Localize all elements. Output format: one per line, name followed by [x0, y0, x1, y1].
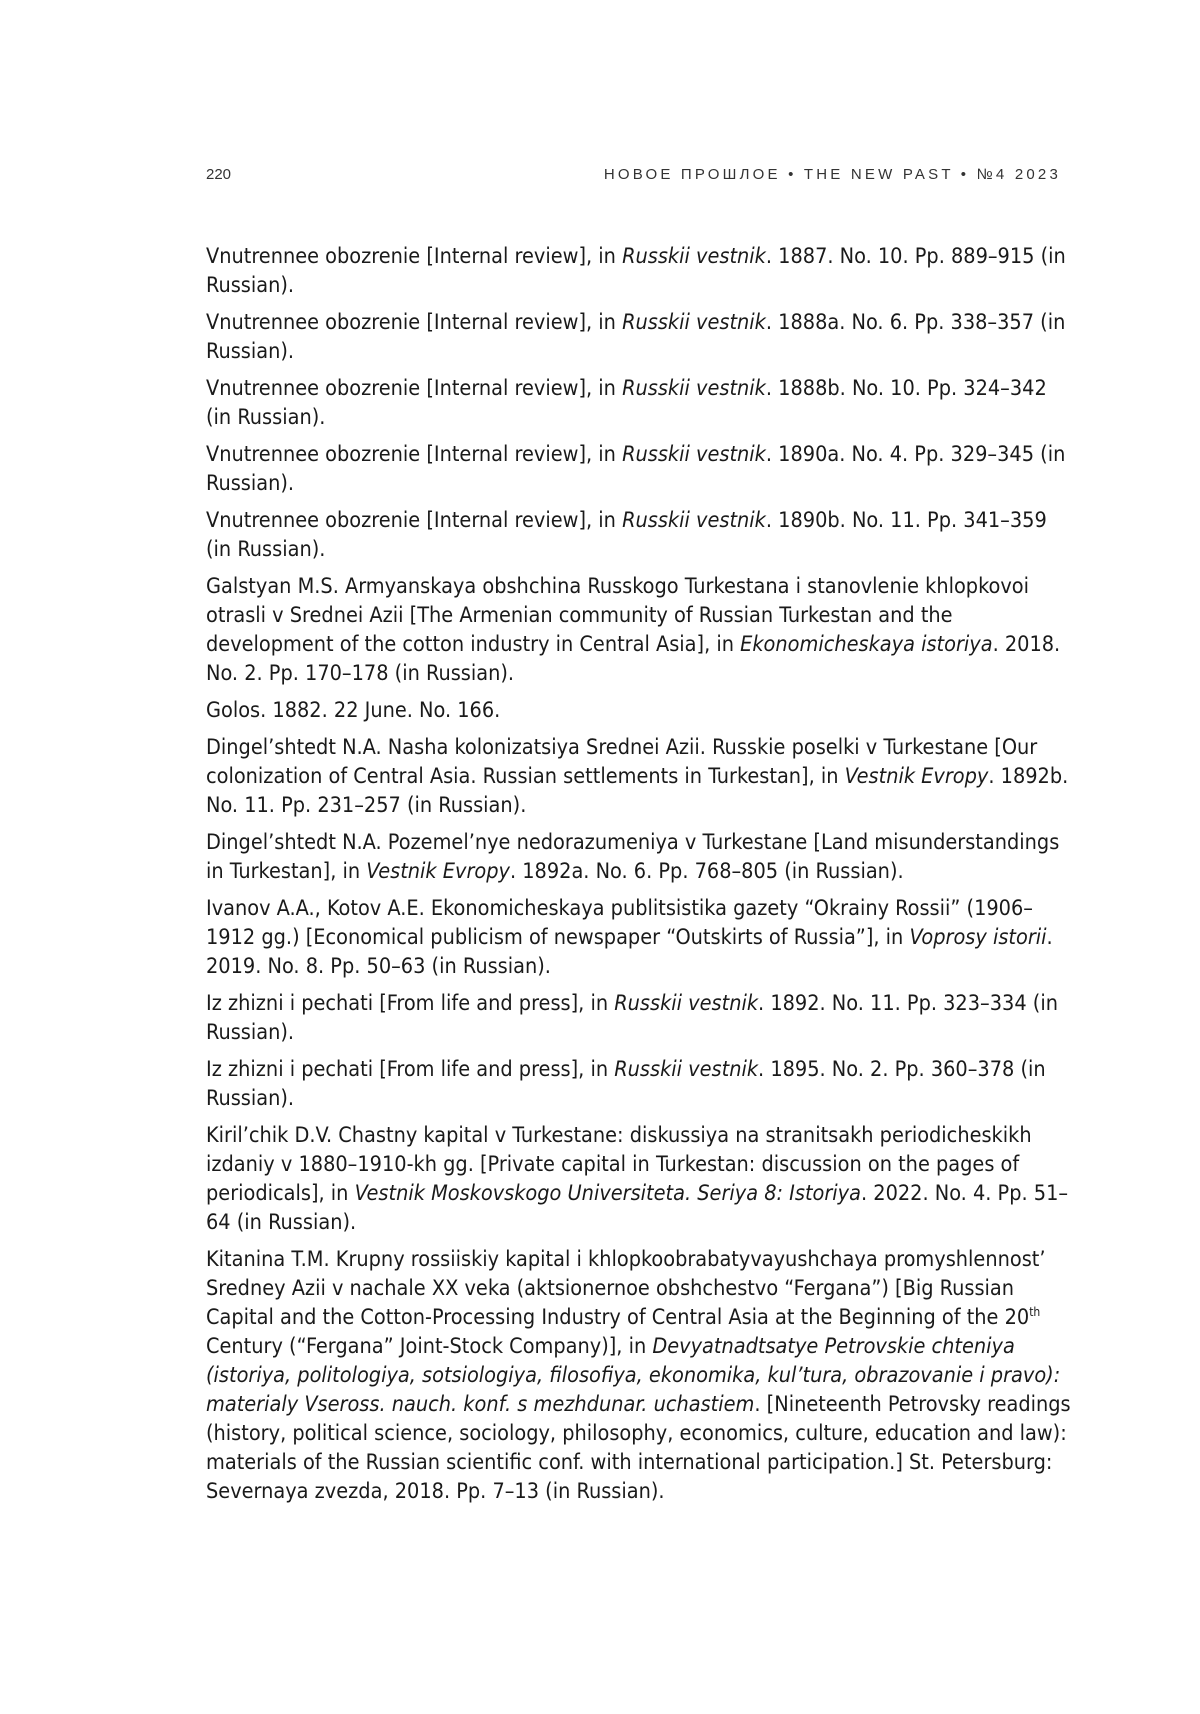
journal-title: НОВОЕ ПРОШЛОЕ • THE NEW PAST • №4 2023 — [604, 166, 1061, 183]
reference-entry: Kiril’chik D.V. Chastny kapital v Turkestane: diskussiya na stranitsakh periodicheskikh izdaniy v 1880–1910-kh gg. [Private capital in Turkestan: discussion on the pages of periodicals], in Vestnik Moskovskogo Universiteta. Seriya 8: Istoriya. 2022. No. 4. Pp. 51–64 (in Russian). — [206, 1121, 1076, 1237]
reference-entry: Iz zhizni i pechati [From life and press], in Russkii vestnik. 1892. No. 11. Pp. 323–334 (in Russian). — [206, 989, 1076, 1047]
reference-entry: Golos. 1882. 22 June. No. 166. — [206, 696, 1076, 725]
reference-entry: Iz zhizni i pechati [From life and press], in Russkii vestnik. 1895. No. 2. Pp. 360–378 (in Russian). — [206, 1055, 1076, 1113]
reference-entry: Vnutrennee obozrenie [Internal review], in Russkii vestnik. 1887. No. 10. Pp. 889–915 (in Russian). — [206, 242, 1076, 300]
reference-entry-kitanina: Kitanina T.M. Krupny rossiiskiy kapital i khlopkoobrabatyvayushchaya promyshlennost’ Sredney Azii v nachale XX veka (aktsionernoe obshchestvo “Fergana”) [Big Russian Capital and the Cotton-Processing Industry of Central Asia at the Beginning of the 20th Century (“Fergana” Joint-Stock Company)], in Devyatnadtsatye Petrovskie chteniya (istoriya, politologiya, sotsiologiya, filosofiya, ekonomika, kul’tura, obrazovanie i pravo): materialy Vseross. nauch. konf. s mezhdunar. uchastiem. [Nineteenth Petrovsky readings (history, political science, sociology, philosophy, economics, culture, education and law): materials of the Russian scientific conf. with international participation.] St. Petersburg: Severnaya zvezda, 2018. Pp. 7–13 (in Russian). — [206, 1245, 1076, 1506]
reference-entry: Galstyan M.S. Armyanskaya obshchina Russkogo Turkestana i stanovlenie khlopkovoi otrasli v Srednei Azii [The Armenian community of Russian Turkestan and the development of the cotton industry in Central Asia], in Ekonomicheskaya istoriya. 2018. No. 2. Pp. 170–178 (in Russian). — [206, 572, 1076, 688]
reference-entry: Vnutrennee obozrenie [Internal review], in Russkii vestnik. 1890a. No. 4. Pp. 329–345 (in Russian). — [206, 440, 1076, 498]
reference-entry: Vnutrennee obozrenie [Internal review], in Russkii vestnik. 1888b. No. 10. Pp. 324–342 (in Russian). — [206, 374, 1076, 432]
reference-entry: Ivanov A.A., Kotov A.E. Ekonomicheskaya publitsistika gazety “Okrainy Rossii” (1906–1912 gg.) [Economical publicism of newspaper “Outskirts of Russia”], in Voprosy istorii. 2019. No. 8. Pp. 50–63 (in Russian). — [206, 894, 1076, 981]
reference-list — [206, 242, 1076, 1514]
reference-entry: Dingel’shtedt N.A. Pozemel’nye nedorazumeniya v Turkestane [Land misunderstandings in Turkestan], in Vestnik Evropy. 1892a. No. 6. Pp. 768–805 (in Russian). — [206, 828, 1076, 886]
reference-entry: Vnutrennee obozrenie [Internal review], in Russkii vestnik. 1890b. No. 11. Pp. 341–359 (in Russian). — [206, 506, 1076, 564]
page-number: 220 — [206, 166, 231, 183]
reference-entry: Dingel’shtedt N.A. Nasha kolonizatsiya Srednei Azii. Russkie poselki v Turkestane [Our colonization of Central Asia. Russian settlements in Turkestan], in Vestnik Evropy. 1892b. No. 11. Pp. 231–257 (in Russian). — [206, 733, 1076, 820]
page-header — [206, 166, 1061, 190]
reference-entry: Vnutrennee obozrenie [Internal review], in Russkii vestnik. 1888a. No. 6. Pp. 338–357 (in Russian). — [206, 308, 1076, 366]
